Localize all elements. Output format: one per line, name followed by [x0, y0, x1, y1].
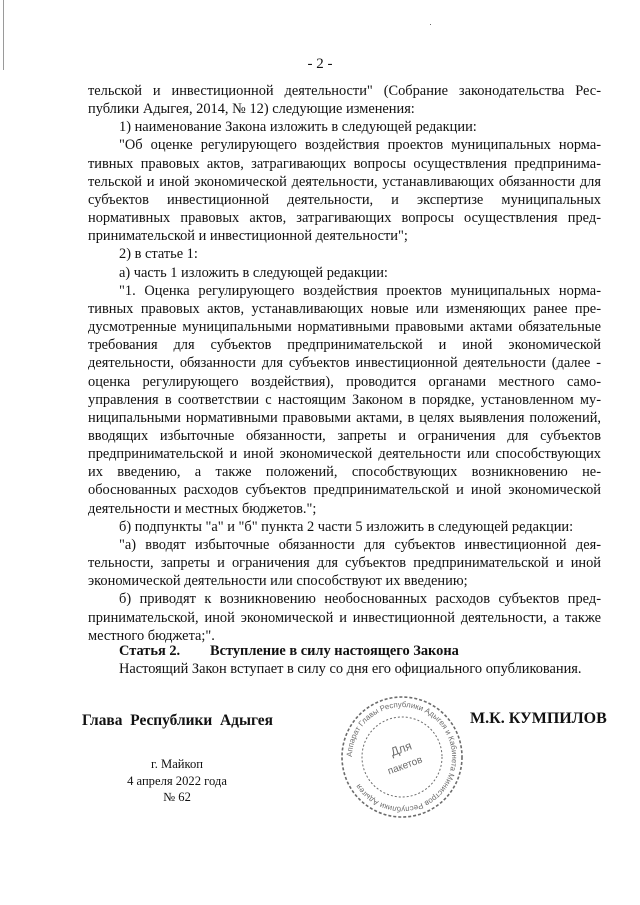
place: г. Майкоп — [150, 757, 204, 771]
scan-dust-mark — [430, 24, 431, 25]
stamp-ring-text: Аппарат Главы Республики Адыгея и Кабинета Министров Республики Адыгея — [344, 699, 460, 815]
law-number: № 62 — [163, 790, 191, 804]
signing-date: 4 апреля 2022 года — [127, 773, 227, 788]
stamp-inner-ring — [362, 717, 442, 797]
article-title: Вступление в силу настоящего Закона — [210, 643, 459, 659]
paragraph-item-2: 2) в статье 1: — [119, 246, 198, 263]
paragraph-subitem-b: б) подпункты "а" и "б" пункта 2 части 5 изложить в следующей редакции: — [119, 518, 574, 535]
paragraph-point-b-text: б) приводят к возникновению необоснованных расходов субъектов предпринимательской, иной экономической и инвестиционной деятельности, а также местного бюджета;". — [88, 591, 601, 644]
paragraph-item-1: 1) наименование Закона изложить в следующей редакции: — [119, 119, 477, 136]
paragraph-part-1-text: "1. Оценка регулирующего воздействия проектов муниципальных нормативных правовых актов, устанавливающих новые или изменяющих ранее предусмотренные муниципальными нормативными правовыми актами обязательные требования для субъектов предпринимательской и иной экономической деятельности, обязанности для субъектов инвестиционной деятельности (далее - оценка регулирующего воздействия), проводится органами местного самоуправления в соответствии с настоящим Законом в порядке, установленном муниципальными нормативными правовыми актами, в целях выявления положений, вводящих избыточные обязанности, запреты и ограничения для субъектов предпринимательской и иной экономической деятельности или способствующих их введению, а также положений, способствующих возникновению необоснованных расходов субъектов предпринимательской и иной экономической деятельности и местных бюджетов."; — [88, 282, 601, 517]
article-2 — [119, 642, 582, 678]
article-text: Настоящий Закон вступает в силу со дня его официального опубликования. — [119, 661, 582, 678]
paragraph-subitem-a: а) часть 1 изложить в следующей редакции: — [119, 264, 388, 281]
stamp-center-text-2: пакетов — [386, 754, 425, 778]
signatory-title: Глава Республики Адыгея — [82, 712, 273, 729]
article-heading — [119, 642, 582, 660]
official-stamp — [338, 693, 466, 821]
stamp-center-text-1: Для — [388, 738, 414, 760]
article-number: Статья 2. — [119, 643, 181, 659]
paragraph-new-title: "Об оценке регулирующего воздействия проектов муниципальных нормативных правовых актов, затрагивающих вопросы осуществления предпринимательской и иной экономической деятельности, устанавливающих обязанности для субъектов инвестиционной деятельности, и экспертизе муниципальных нормативных правовых актов, затрагивающих вопросы осуществления предпринимательской и инвестиционной деятельности"; — [88, 137, 601, 245]
stamp-outer-ring — [342, 697, 462, 817]
document-body — [88, 82, 601, 645]
page-number: - 2 - — [307, 56, 333, 72]
paragraph-continuation: тельской и инвестиционной деятельности" (Собрание законодательства Республики Адыгея, 2014, № 12) следующие изменения: — [88, 83, 601, 118]
signatory-name: М.К. КУМПИЛОВ — [470, 710, 607, 727]
place-date-block — [98, 756, 256, 806]
paragraph-point-a-text: "а) вводят избыточные обязанности для субъектов инвестиционной деятельности, запреты и ограничения для субъектов предпринимательской и иной экономической деятельности или способствуют их введению; — [88, 536, 601, 590]
